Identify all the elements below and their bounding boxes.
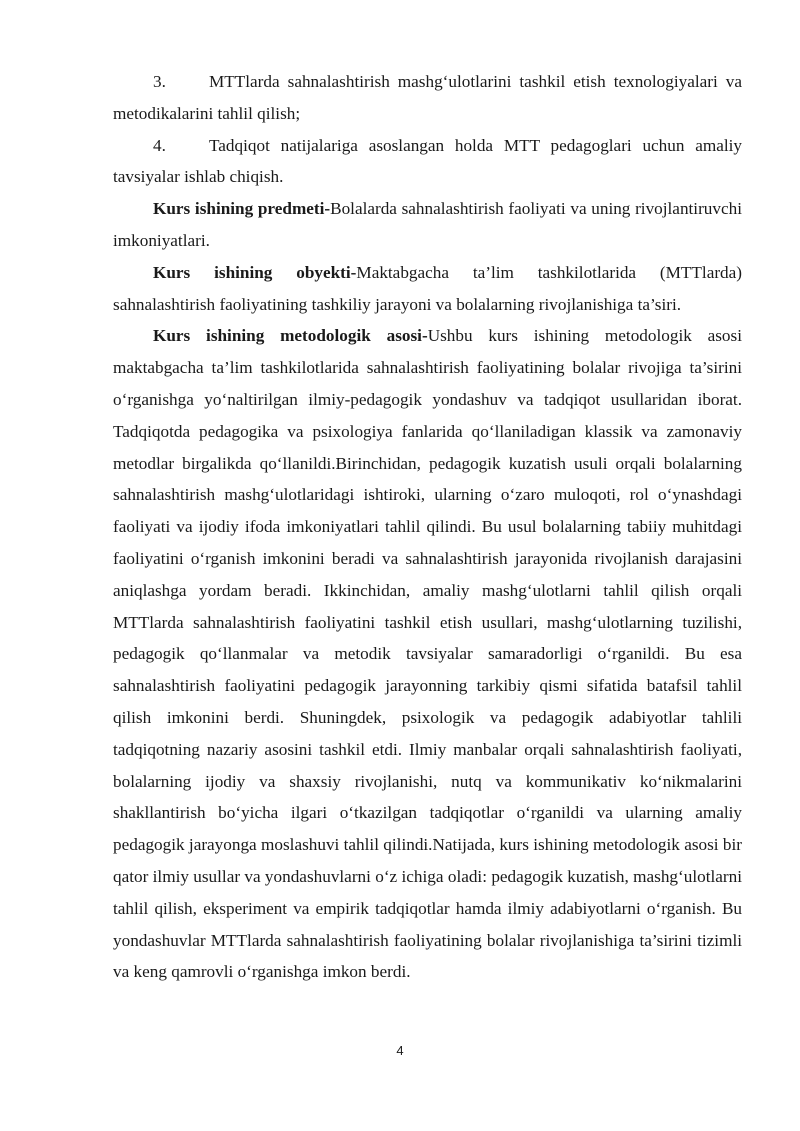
section-label: Kurs ishining metodologik asosi- [153, 326, 428, 346]
section-obyekti [113, 257, 742, 321]
section-text: Ushbu kurs ishining metodologik asosi maktabgacha ta’lim tashkilotlarida sahnalashtirish faoliyatining bolalar rivojiga ta’sirini o‘rganishga yo‘naltirilgan ilmiy-pedagogik yondashuv va tadqiqot usullaridan iborat. Tadqiqotda pedagogika va psixologiya fanlarida qo‘llaniladigan klassik va zamonaviy metodlar birgalikda qo‘llanildi.Birinchidan, pedagogik kuzatish usuli orqali bolalarning sahnalashtirish mashg‘ulotlaridagi ishtiroki, ularning o‘zaro muloqoti, rol o‘ynashdagi faoliyati va ijodiy ifoda imkoniyatlari tahlil qilindi. Bu usul bolalarning tabiiy muhitdagi faoliyatini o‘rganish imkonini beradi va sahnalashtirish jarayonida rivojlanish darajasini aniqlashga yordam beradi. Ikkinchidan, amaliy mashg‘ulotlarni tahlil qilish orqali MTTlarda sahnalashtirish faoliyatini tashkil etish usullari, mashg‘ulotlarning tuzilishi, pedagogik qo‘llanmalar va metodik tavsiyalar samaradorligi o‘rganildi. Bu esa sahnalashtirish faoliyatini pedagogik jarayonning tarkibiy qismi sifatida batafsil tahlil qilish imkonini berdi. Shuningdek, psixologik va pedagogik adabiyotlar tahlili tadqiqotning nazariy asosini tashkil etdi. Ilmiy manbalar orqali sahnalashtirish faoliyati, bolalarning ijodiy va shaxsiy rivojlanishi, nutq va kommunikativ ko‘nikmalarini shakllantirish bo‘yicha ilgari o‘tkazilgan tadqiqotlar o‘rganildi va ularning amaliy pedagogik jarayonga moslashuvi tahlil qilindi.Natijada, kurs ishining metodologik asosi bir qator ilmiy usullar va yondashuvlarni o‘z ichiga oladi: pedagogik kuzatish, mashg‘ulotlarni tahlil qilish, eksperiment va empirik tadqiqotlar hamda ilmiy adabiyotlarni o‘rganish. Bu yondashuvlar MTTlarda sahnalashtirish faoliyatining bolalar rivojlanishiga ta’sirini tizimli va keng qamrovli o‘rganishga imkon berdi. [113, 326, 742, 982]
list-item-text: Tadqiqot natijalariga asoslangan holda MTT pedagoglari uchun amaliy tavsiyalar ishlab chiqish. [113, 135, 742, 187]
list-number: 4. [153, 135, 166, 155]
section-text: Bolalarda sahnalashtirish faoliyati va uning rivojlantiruvchi imkoniyatlari. [113, 199, 742, 250]
list-number: 3. [153, 72, 166, 91]
section-label: Kurs ishining predmeti- [153, 199, 331, 219]
list-item-4 [113, 130, 742, 194]
list-item-text: MTTlarda sahnalashtirish mashg‘ulotlarini tashkil etish texnologiyalari va metodikalarini tahlil qilish; [113, 72, 742, 123]
page-number: 4 [396, 1043, 404, 1058]
section-predmeti [113, 193, 742, 257]
section-metodologik-asosi [113, 320, 742, 988]
list-item-3 [113, 66, 742, 130]
page-content [113, 66, 742, 988]
section-label: Kurs ishining obyekti- [153, 262, 357, 282]
section-text: Maktabgacha ta’lim tashkilotlarida (MTTlarda) sahnalashtirish faoliyatining tashkiliy jarayoni va bolalarning rivojlanishiga ta’siri. [113, 262, 742, 314]
